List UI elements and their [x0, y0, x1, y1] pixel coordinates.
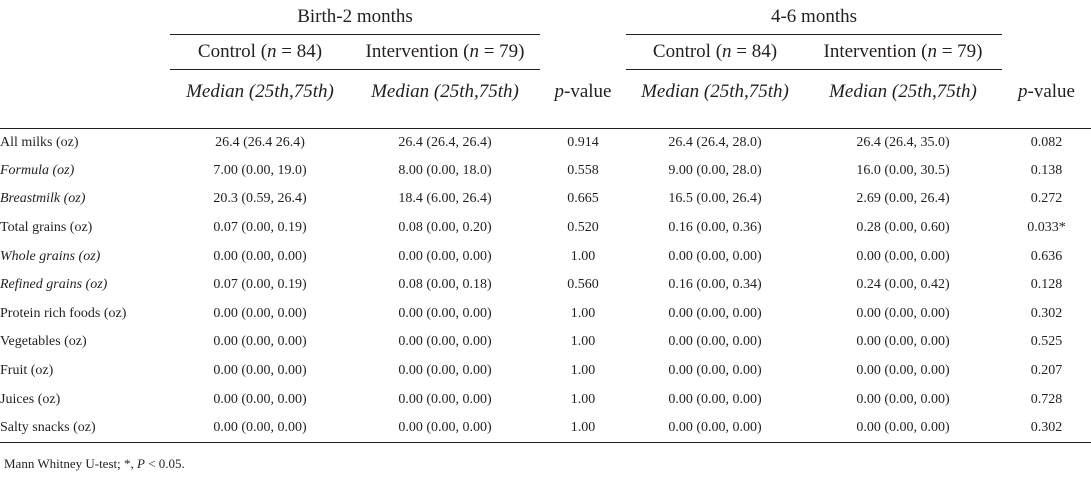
cell-p-4-6: 0.033* — [1027, 220, 1066, 236]
row-label: Salty snacks (oz) — [0, 419, 96, 435]
cell-intervention-birth: 0.00 (0.00, 0.00) — [398, 419, 492, 435]
cell-intervention-birth: 0.00 (0.00, 0.00) — [398, 305, 492, 321]
row-label: Vegetables (oz) — [0, 334, 87, 350]
row-label: Fruit (oz) — [0, 363, 54, 379]
cell-control-birth: 0.00 (0.00, 0.00) — [213, 248, 307, 264]
p-value-header: p-value — [1018, 80, 1075, 102]
median-header: Median (25th,75th) — [641, 81, 789, 102]
table-row — [0, 357, 1091, 386]
cell-p-4-6: 0.302 — [1030, 419, 1063, 435]
table-row — [0, 157, 1091, 186]
cell-intervention-birth: 0.00 (0.00, 0.00) — [398, 248, 492, 264]
cell-intervention-4-6: 0.00 (0.00, 0.00) — [856, 305, 950, 321]
header-row-statistics — [0, 70, 1091, 115]
row-label: All milks (oz) — [0, 134, 79, 150]
cell-p-birth: 1.00 — [570, 419, 596, 435]
cell-intervention-birth: 0.00 (0.00, 0.00) — [398, 391, 492, 407]
cell-intervention-4-6: 0.28 (0.00, 0.60) — [856, 220, 950, 236]
cell-control-4-6: 9.00 (0.00, 28.0) — [668, 162, 762, 178]
cell-intervention-4-6: 2.69 (0.00, 26.4) — [856, 191, 950, 207]
table-row — [0, 385, 1091, 414]
table-row — [0, 300, 1091, 329]
cell-p-birth: 0.558 — [567, 162, 599, 178]
control-header: Control (n = 84) — [626, 35, 804, 70]
cell-p-birth: 1.00 — [570, 248, 596, 264]
header-row-arms — [0, 35, 1091, 70]
intervention-header: Intervention (n = 79) — [804, 35, 1002, 70]
median-header: Median (25th,75th) — [371, 81, 519, 102]
table-row — [0, 214, 1091, 243]
cell-control-4-6: 26.4 (26.4, 28.0) — [668, 134, 762, 150]
cell-p-4-6: 0.138 — [1030, 162, 1063, 178]
cell-p-4-6: 0.728 — [1030, 391, 1063, 407]
row-label: Total grains (oz) — [0, 220, 93, 236]
row-label: Protein rich foods (oz) — [0, 305, 127, 321]
cell-intervention-4-6: 0.00 (0.00, 0.00) — [856, 391, 950, 407]
cell-control-birth: 20.3 (0.59, 26.4) — [213, 191, 307, 207]
cell-intervention-birth: 0.08 (0.00, 0.18) — [398, 277, 492, 293]
table-row — [0, 414, 1091, 443]
cell-control-4-6: 0.00 (0.00, 0.00) — [668, 305, 762, 321]
period-birth-2-months: Birth-2 months — [170, 0, 540, 35]
cell-control-birth: 0.07 (0.00, 0.19) — [213, 220, 307, 236]
cell-control-4-6: 16.5 (0.00, 26.4) — [668, 191, 762, 207]
cell-control-birth: 26.4 (26.4 26.4) — [215, 134, 305, 150]
cell-control-4-6: 0.00 (0.00, 0.00) — [668, 419, 762, 435]
cell-intervention-4-6: 0.00 (0.00, 0.00) — [856, 419, 950, 435]
cell-p-4-6: 0.207 — [1030, 363, 1063, 379]
cell-intervention-4-6: 26.4 (26.4, 35.0) — [856, 134, 950, 150]
cell-intervention-birth: 26.4 (26.4, 26.4) — [398, 134, 492, 150]
table-row — [0, 328, 1091, 357]
cell-p-4-6: 0.082 — [1030, 134, 1063, 150]
table-row — [0, 271, 1091, 300]
row-label: Refined grains (oz) — [0, 277, 108, 293]
cell-p-4-6: 0.272 — [1030, 191, 1063, 207]
cell-intervention-4-6: 0.00 (0.00, 0.00) — [856, 248, 950, 264]
cell-intervention-birth: 0.08 (0.00, 0.20) — [398, 220, 492, 236]
header-row-period — [0, 0, 1091, 35]
row-label: Formula (oz) — [0, 162, 75, 178]
cell-intervention-4-6: 16.0 (0.00, 30.5) — [856, 162, 950, 178]
cell-p-birth: 0.520 — [567, 220, 599, 236]
cell-control-birth: 7.00 (0.00, 19.0) — [213, 162, 307, 178]
cell-control-birth: 0.00 (0.00, 0.00) — [213, 419, 307, 435]
cell-p-birth: 0.560 — [567, 277, 599, 293]
cell-control-4-6: 0.00 (0.00, 0.00) — [668, 248, 762, 264]
table-row — [0, 185, 1091, 214]
cell-control-birth: 0.00 (0.00, 0.00) — [213, 391, 307, 407]
period-4-6-months: 4-6 months — [626, 0, 1002, 35]
cell-intervention-birth: 0.00 (0.00, 0.00) — [398, 363, 492, 379]
cell-control-4-6: 0.16 (0.00, 0.36) — [668, 220, 762, 236]
cell-control-birth: 0.00 (0.00, 0.00) — [213, 334, 307, 350]
table-row — [0, 242, 1091, 271]
median-header: Median (25th,75th) — [186, 81, 334, 102]
cell-control-birth: 0.07 (0.00, 0.19) — [213, 277, 307, 293]
cell-p-4-6: 0.128 — [1030, 277, 1063, 293]
cell-control-4-6: 0.00 (0.00, 0.00) — [668, 391, 762, 407]
table-row — [0, 128, 1091, 157]
cell-p-4-6: 0.525 — [1030, 334, 1063, 350]
table-footnote: Mann Whitney U-test; *, P < 0.05. — [4, 456, 185, 471]
row-label: Juices (oz) — [0, 391, 61, 407]
cell-p-birth: 0.914 — [567, 134, 599, 150]
cell-p-birth: 0.665 — [567, 191, 599, 207]
cell-p-birth: 1.00 — [570, 305, 596, 321]
row-label: Breastmilk (oz) — [0, 191, 86, 207]
cell-control-4-6: 0.16 (0.00, 0.34) — [668, 277, 762, 293]
p-value-header: p-value — [554, 80, 612, 102]
median-header: Median (25th,75th) — [829, 81, 977, 102]
cell-control-4-6: 0.00 (0.00, 0.00) — [668, 363, 762, 379]
cell-intervention-4-6: 0.24 (0.00, 0.42) — [856, 277, 950, 293]
cell-p-birth: 1.00 — [570, 334, 596, 350]
intervention-header: Intervention (n = 79) — [350, 35, 540, 70]
cell-intervention-4-6: 0.00 (0.00, 0.00) — [856, 334, 950, 350]
cell-p-4-6: 0.302 — [1030, 305, 1063, 321]
cell-control-4-6: 0.00 (0.00, 0.00) — [668, 334, 762, 350]
cell-intervention-birth: 8.00 (0.00, 18.0) — [398, 162, 492, 178]
cell-control-birth: 0.00 (0.00, 0.00) — [213, 305, 307, 321]
row-label: Whole grains (oz) — [0, 248, 101, 264]
control-header: Control (n = 84) — [170, 35, 350, 70]
cell-p-birth: 1.00 — [570, 363, 596, 379]
cell-p-4-6: 0.636 — [1030, 248, 1063, 264]
cell-p-birth: 1.00 — [570, 391, 596, 407]
cell-intervention-birth: 18.4 (6.00, 26.4) — [398, 191, 492, 207]
cell-intervention-birth: 0.00 (0.00, 0.00) — [398, 334, 492, 350]
cell-intervention-4-6: 0.00 (0.00, 0.00) — [856, 363, 950, 379]
cell-control-birth: 0.00 (0.00, 0.00) — [213, 363, 307, 379]
